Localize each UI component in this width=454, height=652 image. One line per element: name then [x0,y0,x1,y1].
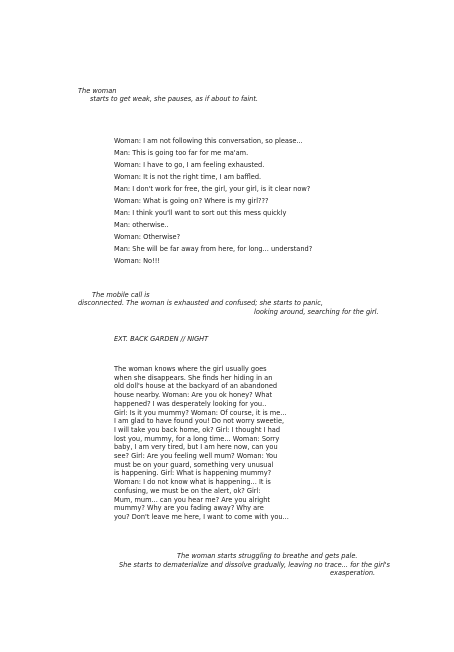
dialogue-line: Man: I don't work for free, the girl, your girl, is it clear now? [114,185,311,193]
scene-paragraph-line: happened? I was desperately looking for you.. [114,399,267,408]
scene-paragraph-line: house nearby. Woman: Are you ok honey? What [114,391,273,400]
dialogue-line: Man: This is going too far for me ma'am. [114,149,249,157]
scene-paragraph-line: old doll's house at the backyard of an abandoned [114,382,278,391]
opening-direction-line-2: starts to get weak, she pauses, as if about to faint. [90,95,259,103]
dialogue-line: Man: otherwise.. [114,221,169,229]
dialogue-line: Woman: No!!! [114,257,161,265]
scene-paragraph-line: see? Girl: Are you feeling well mum? Woman: You [114,452,278,461]
dialogue-line: Woman: What is going on? Where is my girl??? [114,197,269,205]
dialogue-line: Woman: It is not the right time, I am baffled. [114,173,262,181]
scene-paragraph-line: mummy? Why are you fading away? Why are [114,504,264,513]
dialogue-block [114,135,312,267]
scene-paragraph-line: Girl: Is it you mummy? Woman: Of course, it is me... [114,408,287,417]
closing-direction-line-2: She starts to dematerialize and dissolve gradually, leaving no trace... for the girl's [119,561,390,569]
scene-paragraph-line: Mum, mum... can you hear me? Are you alright [114,495,271,504]
scene-paragraph-line: when she disappears. She finds her hiding in an [114,373,273,382]
call-direction-line-1: The mobile call is [92,291,150,299]
scene-paragraph-line: baby, I am very tired, but I am here now, can you [114,443,278,452]
dialogue-line: Man: She will be far away from here, for long... understand? [114,245,313,253]
dialogue-line: Man: I think you'll want to sort out this mess quickly [114,209,287,217]
dialogue-line: Woman: Otherwise? [114,233,181,241]
scene-heading: EXT. BACK GARDEN // NIGHT [114,335,209,343]
closing-direction-line-3: exasperation. [330,569,376,577]
opening-direction-line-1: The woman [78,87,117,95]
scene-paragraph-line: I will take you back home, ok? Girl: I thought I had [114,425,281,434]
dialogue-line: Woman: I have to go, I am feeling exhausted. [114,161,265,169]
closing-direction-line-1: The woman starts struggling to breathe and gets pale. [177,552,358,560]
scene-paragraph-line: Woman: I do not know what is happening... It is [114,478,271,487]
call-direction-line-2: disconnected. The woman is exhausted and confused; she starts to panic, [78,299,323,307]
scene-paragraph [114,365,289,522]
dialogue-line: Woman: I am not following this conversation, so please... [114,137,303,145]
scene-paragraph-line: must be on your guard, something very unusual [114,460,274,469]
scene-paragraph-line: confusing, we must be on the alert, ok? Girl: [114,486,261,495]
scene-paragraph-line: is happening. Girl: What is happening mummy? [114,469,272,478]
scene-paragraph-line: lost you, mummy, for a long time... Woman: Sorry [114,434,280,443]
scene-paragraph-line: you? Don't leave me here, I want to come with you... [114,512,289,521]
scene-paragraph-line: The woman knows where the girl usually goes [114,365,267,373]
scene-paragraph-line: I am glad to have found you! Do not worry sweetie, [114,417,285,426]
call-direction-line-3: looking around, searching for the girl. [254,308,379,316]
